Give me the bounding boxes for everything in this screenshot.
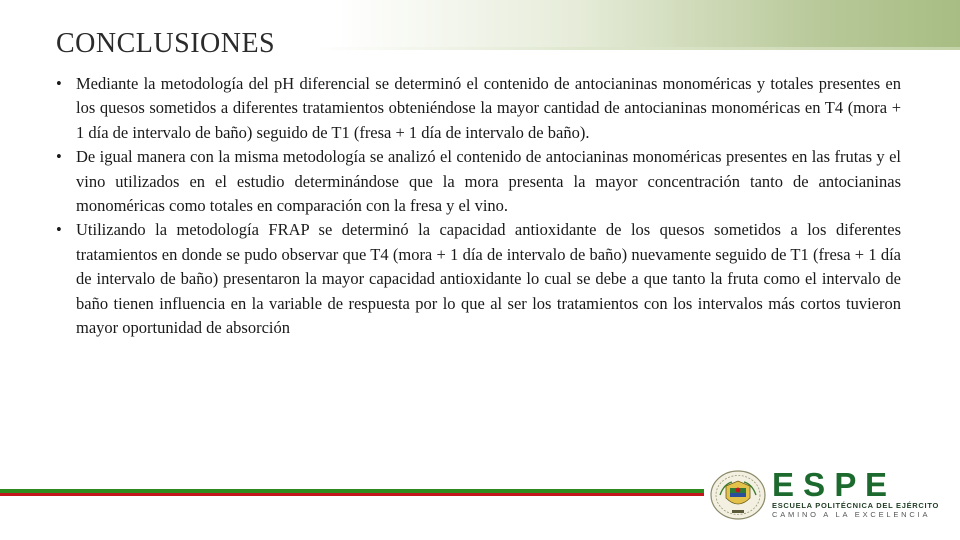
bullet-text: Mediante la metodología del pH diferencial se determinó el contenido de antocianinas monoméricas y totales presentes en los quesos sometidos a diferentes tratamientos obteniéndose la mayor cantidad de antocianinas monoméricas en T4 (mora + 1 día de intervalo de baño) seguido de T1 (fresa + 1 día de intervalo de baño). [76,74,901,142]
espe-slogan: CAMINO A LA EXCELENCIA [772,510,931,519]
bullet-list [56,72,901,340]
bullet-text: De igual manera con la misma metodología se analizó el contenido de antocianinas monoméricas presentes en las frutas y el vino utilizados en el estudio determinándose que la mora presenta la mayor concentración tanto de antocianinas monoméricas como totales en comparación con la fresa y el vino. [76,147,901,216]
espe-institution-name: ESCUELA POLITÉCNICA DEL EJÉRCITO [772,501,940,510]
espe-logo [706,464,956,524]
espe-wordmark: E S P E [772,466,887,503]
slide-content [56,72,901,340]
bullet-icon: • [56,74,62,93]
bullet-icon: • [56,147,62,167]
bullet-text: Utilizando la metodología FRAP se determinó la capacidad antioxidante de los quesos sometidos a los diferentes tratamientos en donde se pudo observar que T4 (mora + 1 día de intervalo de baño) nuevamente seguido de T1 (fresa + 1 día de intervalo de baño) presentaron la mayor capacidad antioxidante lo cual se debe a que tanto la fruta como el intervalo de baño tienen influencia en la variable de respuesta por lo que al ser los tratamientos con los intervalos más cortos tuvieron mayor oportunidad de absorción [76,220,901,338]
bullet-item [56,145,901,218]
slide-title: CONCLUSIONES [56,28,276,59]
bullet-icon: • [56,220,62,240]
bullet-item [56,218,901,340]
espe-seal-icon [710,470,766,520]
bullet-item [56,72,901,145]
footer-red-bar [0,493,704,496]
